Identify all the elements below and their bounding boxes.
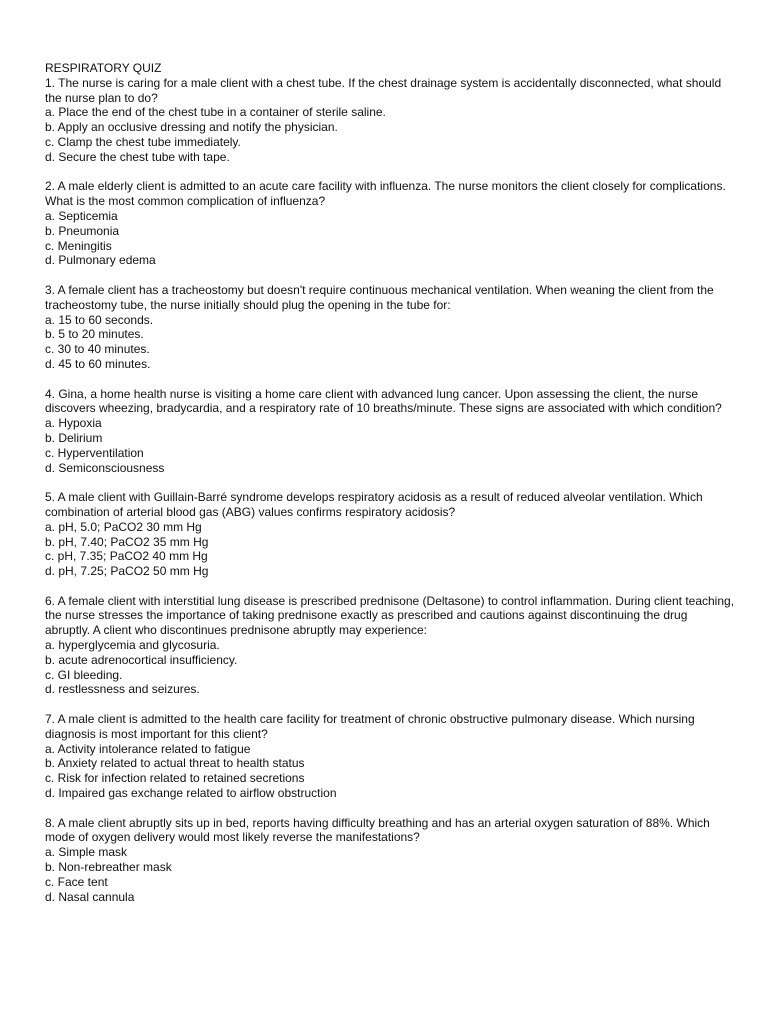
question-text: 5. A male client with Guillain-Barré syndrome develops respiratory acidosis as a result of reduced alveolar ventilation. Which combination of arterial blood gas (ABG) values confirms respiratory acidosis? — [45, 490, 703, 519]
answer-option: b. Non-rebreather mask — [45, 860, 172, 875]
answer-options — [45, 742, 735, 801]
question-text: 2. A male elderly client is admitted to an acute care facility with influenza. The nurse monitors the client closely for complications. What is the most common complication of influenza? — [45, 179, 726, 209]
question-text: 6. A female client with interstitial lung disease is prescribed prednisone (Deltasone) to control inflammation. During client teaching, the nurse stresses the importance of taking prednisone exactly as prescribed and cautions against discontinuing the drug abruptly. A client who discontinues prednisone abruptly may experience: — [45, 593, 735, 638]
answer-option: c. 30 to 40 minutes. — [45, 342, 150, 357]
answer-options — [45, 313, 735, 372]
answer-option: b. 5 to 20 minutes. — [45, 327, 144, 342]
answer-option: b. Apply an occlusive dressing and notify the physician. — [45, 120, 338, 135]
question-block-3 — [45, 283, 735, 372]
question-text: 7. A male client is admitted to the health care facility for treatment of chronic obstructive pulmonary disease. Which nursing diagnosis is most important for this client? — [45, 712, 695, 741]
answer-option: a. Hypoxia — [45, 416, 102, 431]
question-block-8 — [45, 816, 735, 905]
question-text: 3. A female client has a tracheostomy but doesn't require continuous mechanical ventilation. When weaning the client from the tracheostomy tube, the nurse initially should plug the opening in the tube for: — [45, 282, 714, 312]
answer-options — [45, 520, 735, 579]
answer-option: d. Secure the chest tube with tape. — [45, 149, 230, 164]
answer-option: d. Semiconsciousness — [45, 460, 165, 475]
answer-option: a. pH, 5.0; PaCO2 30 mm Hg — [45, 519, 202, 534]
answer-option: d. Nasal cannula — [45, 889, 135, 904]
answer-option: a. Simple mask — [45, 845, 128, 860]
answer-option: a. Septicemia — [45, 208, 118, 223]
answer-options — [45, 209, 735, 268]
question-block-7 — [45, 712, 735, 801]
answer-option: d. 45 to 60 minutes. — [45, 356, 151, 371]
answer-options — [45, 105, 735, 164]
answer-option: d. restlessness and seizures. — [45, 682, 200, 697]
answer-option: c. Meningitis — [45, 238, 112, 253]
question-text: 4. Gina, a home health nurse is visiting a home care client with advanced lung cancer. Upon assessing the client, the nurse discovers wheezing, bradycardia, and a respiratory rate of 10 breaths/minute. These signs are associated with which condition? — [45, 386, 722, 416]
answer-option: a. Place the end of the chest tube in a container of sterile saline. — [45, 105, 386, 120]
question-block-6 — [45, 594, 735, 698]
question-block-4 — [45, 387, 735, 476]
answer-option: c. Clamp the chest tube immediately. — [45, 134, 241, 149]
answer-option: d. pH, 7.25; PaCO2 50 mm Hg — [45, 564, 209, 579]
question-block-2 — [45, 179, 735, 268]
answer-option: c. Hyperventilation — [45, 445, 144, 460]
answer-options — [45, 416, 735, 475]
answer-option: c. GI bleeding. — [45, 667, 123, 682]
answer-option: b. Pneumonia — [45, 223, 120, 238]
answer-options — [45, 638, 735, 697]
question-block-1 — [45, 76, 735, 165]
answer-option: a. hyperglycemia and glycosuria. — [45, 638, 220, 653]
answer-option: c. pH, 7.35; PaCO2 40 mm Hg — [45, 549, 208, 564]
question-text: 8. A male client abruptly sits up in bed, reports having difficulty breathing and has an arterial oxygen saturation of 88%. Which mode of oxygen delivery would most likely reverse the manifestations? — [45, 815, 710, 845]
answer-option: c. Risk for infection related to retained secretions — [45, 771, 305, 786]
answer-option: b. Delirium — [45, 430, 103, 445]
answer-option: b. pH, 7.40; PaCO2 35 mm Hg — [45, 534, 209, 549]
answer-option: d. Pulmonary edema — [45, 253, 156, 268]
answer-option: b. acute adrenocortical insufficiency. — [45, 652, 238, 667]
answer-option: d. Impaired gas exchange related to airflow obstruction — [45, 786, 337, 801]
answer-option: a. Activity intolerance related to fatigue — [45, 741, 251, 756]
document-page — [45, 61, 735, 919]
answer-option: a. 15 to 60 seconds. — [45, 312, 154, 327]
answer-option: c. Face tent — [45, 874, 108, 889]
question-text: 1. The nurse is caring for a male client with a chest tube. If the chest drainage system is accidentally disconnected, what should the nurse plan to do? — [45, 75, 722, 105]
document-title: RESPIRATORY QUIZ — [45, 61, 162, 75]
answer-options — [45, 845, 735, 904]
answer-option: b. Anxiety related to actual threat to health status — [45, 756, 305, 771]
question-list — [45, 76, 735, 905]
question-block-5 — [45, 490, 735, 579]
